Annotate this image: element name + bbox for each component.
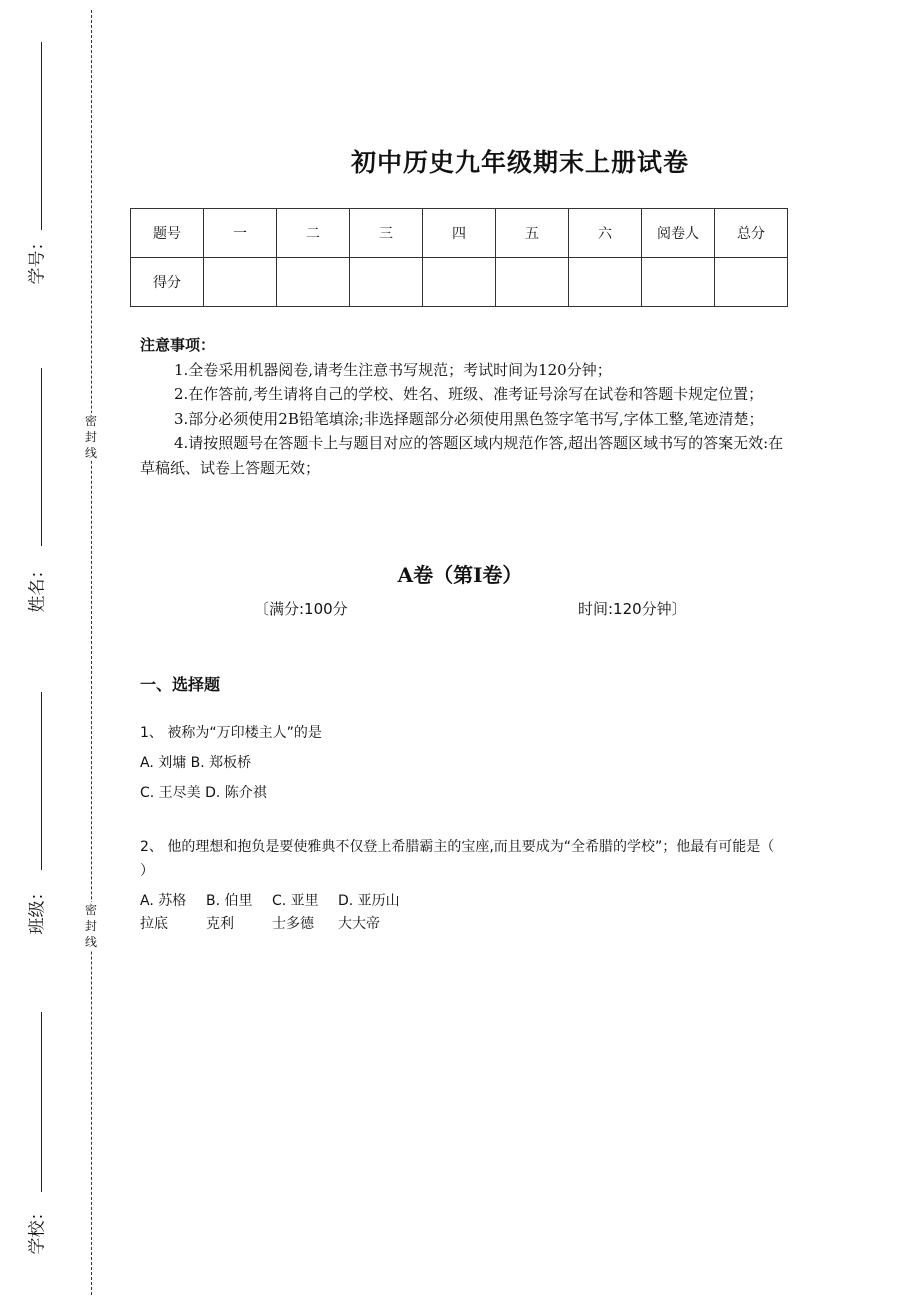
class-underline bbox=[41, 692, 42, 870]
school-label: 学校： bbox=[27, 1203, 48, 1255]
question-1-options-ab: A. 刘墉 B. 郑板桥 bbox=[140, 755, 252, 771]
note-item: 3.部分必须使用2B铅笔填涂;非选择题部分必须使用黑色签字笔书写,字体工整,笔迹清楚； bbox=[174, 409, 764, 428]
option-d-line2: 大大帝 bbox=[338, 916, 380, 932]
score-cell bbox=[204, 258, 277, 307]
part-heading: 一、选择题 bbox=[140, 675, 221, 694]
name-underline bbox=[41, 368, 42, 546]
note-item: 2.在作答前,考生请将自己的学校、姓名、班级、准考证号涂写在试卷和答题卡规定位置； bbox=[174, 385, 764, 403]
question-2-stem: 2、 他的理想和抱负是要使雅典不仅登上希腊霸主的宝座,而且要成为“全希腊的学校”；他最有可能是（ ） bbox=[140, 839, 775, 879]
score-cell bbox=[642, 258, 715, 307]
score-cell bbox=[423, 258, 496, 307]
score-table-header-cell: 五 bbox=[496, 209, 569, 258]
seal-mark-lower: 密 封 线 bbox=[84, 903, 97, 949]
option-c-line1: C. 亚里 bbox=[272, 893, 319, 909]
option-a-line1: A. 苏格 bbox=[140, 893, 187, 909]
option-b-line1: B. 伯里 bbox=[206, 893, 253, 909]
full-score-label: 〔满分:100分 bbox=[254, 600, 348, 618]
score-table-header-cell: 三 bbox=[350, 209, 423, 258]
binding-dashed-line bbox=[91, 10, 92, 1295]
time-label: 时间:120分钟〕 bbox=[578, 600, 687, 618]
question-1-stem: 1、 被称为“万印楼主人”的是 bbox=[140, 725, 322, 741]
option-d bbox=[338, 890, 404, 936]
score-table-header-cell: 总分 bbox=[715, 209, 788, 258]
score-table-header-cell: 六 bbox=[569, 209, 642, 258]
name-label: 姓名： bbox=[27, 561, 48, 613]
score-table-header-cell: 二 bbox=[277, 209, 350, 258]
option-c bbox=[272, 890, 338, 936]
score-cell bbox=[569, 258, 642, 307]
question-1-options-cd: C. 王尽美 D. 陈介祺 bbox=[140, 785, 267, 801]
section-title: A卷（第Ⅰ卷） bbox=[397, 563, 523, 587]
seal-mark-upper: 密 封 线 bbox=[84, 414, 97, 460]
score-table bbox=[130, 208, 788, 307]
score-table-header-row bbox=[131, 209, 788, 258]
option-b-line2: 克利 bbox=[206, 916, 234, 932]
score-cell bbox=[277, 258, 350, 307]
notes-heading: 注意事项： bbox=[140, 336, 216, 354]
score-table-header-cell: 阅卷人 bbox=[642, 209, 715, 258]
note-item: 4.请按照题号在答题卡上与题目对应的答题区域内规范作答,超出答题区域书写的答案无效:在草稿纸、试卷上答题无效； bbox=[140, 434, 784, 477]
score-table-header-cell: 一 bbox=[204, 209, 277, 258]
school-underline bbox=[41, 1012, 42, 1192]
score-table-header-cell: 四 bbox=[423, 209, 496, 258]
score-row-label: 得分 bbox=[131, 258, 204, 307]
class-label: 班级： bbox=[27, 883, 48, 935]
score-cell bbox=[350, 258, 423, 307]
question-2-options bbox=[140, 890, 404, 936]
option-a-line2: 拉底 bbox=[140, 916, 168, 932]
option-b bbox=[206, 890, 272, 936]
note-item: 1.全卷采用机器阅卷,请考生注意书写规范；考试时间为120分钟； bbox=[174, 360, 612, 379]
student-id-label: 学号： bbox=[27, 233, 48, 285]
score-cell bbox=[715, 258, 788, 307]
exam-notes bbox=[140, 333, 785, 480]
score-table-header-cell: 题号 bbox=[131, 209, 204, 258]
option-c-line2: 士多德 bbox=[272, 916, 314, 932]
score-cell bbox=[496, 258, 569, 307]
score-table-score-row bbox=[131, 258, 788, 307]
option-a bbox=[140, 890, 206, 936]
option-d-line1: D. 亚历山 bbox=[338, 893, 400, 909]
page-title: 初中历史九年级期末上册试卷 bbox=[350, 148, 689, 177]
student-id-underline bbox=[41, 42, 42, 230]
